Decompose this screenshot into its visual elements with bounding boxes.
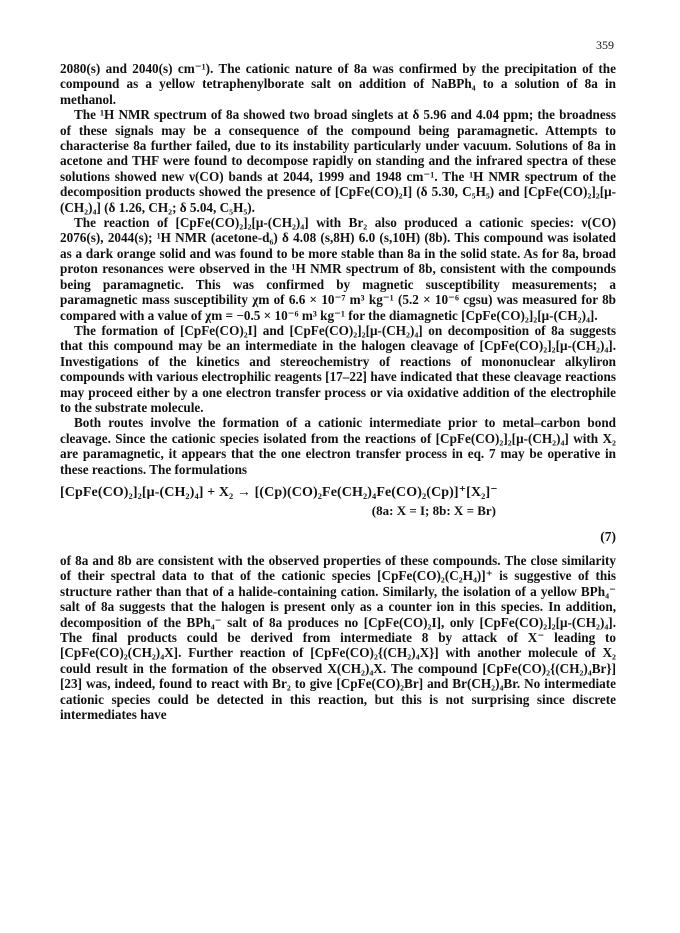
- paragraph: of 8a and 8b are consistent with the observed properties of these compounds. The close similarity of their spectral data to that of the cationic species [CpFe(CO)₂(C₂H₄)]⁺ is suggestive of this structure rather than that of a halide-containing cation. Similarly, the isolation of a yellow BPh₄⁻ salt of 8a suggests that the halogen is present only as a counter ion in this species. In addition, decomposition of the BPh₄⁻ salt of 8a produces no [CpFe(CO)₂I], only [CpFe(CO)₂]₂[μ-(CH₂)₄]. The final products could be derived from intermediate 8 by attack of X⁻ leading to [CpFe(CO)₂(CH₂)₄X]. Further reaction of [CpFe(CO)₂{(CH₂)₄X}] with another molecule of X₂ could result in the formation of the observed X(CH₂)₄X. The compound [CpFe(CO)₂{(CH₂)₄Br}] [23] was, indeed, found to react with Br₂ to give [CpFe(CO)₂Br] and Br(CH₂)₄Br. No intermediate cationic species could be detected in this reaction, but this is not surprising since discrete intermediates have: [60, 552, 616, 723]
- equation-subtitle: (8a: X = I; 8b: X = Br): [371, 502, 496, 518]
- paragraph: 2080(s) and 2040(s) cm⁻¹). The cationic nature of 8a was confirmed by the precipitation of the compound as a yellow tetraphenylborate salt on addition of NaBPh₄ to a solution of 8a in methanol.: [60, 61, 616, 107]
- paragraph: The reaction of [CpFe(CO)₂]₂[μ-(CH₂)₄] with Br₂ also produced a cationic species: ν(CO) 2076(s), 2044(s); ¹H NMR (acetone-d₆) δ 4.08 (s,8H) 6.0 (s,10H) (8b). This compound was isolated as a dark orange solid and was found to be more stable than 8a in the solid state. As for 8a, broad proton resonances were observed in the ¹H NMR spectrum of 8b, consistent with the compounds being paramagnetic. This was confirmed by magnetic susceptibility measurements; a paramagnetic mass susceptibility χm of 6.6 × 10⁻⁷ m³ kg⁻¹ (5.2 × 10⁻⁶ cgsu) was measured for 8b compared with a value of χm = −0.5 × 10⁻⁶ m³ kg⁻¹ for the diamagnetic [CpFe(CO)₂]₂[μ-(CH₂)₄].: [60, 215, 616, 323]
- equation-number: (7): [600, 528, 616, 544]
- paragraph: The formation of [CpFe(CO)₂I] and [CpFe(CO)₂]₂[μ-(CH₂)₄] on decomposition of 8a suggests that this compound may be an intermediate in the halogen cleavage of [CpFe(CO)₂]₂[μ-(CH₂)₄]. Investigations of the kinetics and stereochemistry of reactions of mononuclear alkyliron compounds with various electrophilic reagents [17–22] have indicated that these cleavage reactions may proceed either by a one electron transfer process or via oxidative addition of the electrophile to the substrate molecule.: [60, 322, 616, 415]
- paragraph: Both routes involve the formation of a cationic intermediate prior to metal–carbon bond cleavage. Since the cationic species isolated from the reactions of [CpFe(CO)₂]₂[μ-(CH₂)₄] with X₂ are paramagnetic, it appears that the one electron transfer process in eq. 7 may be operative in these reactions. The formulations: [60, 415, 616, 477]
- equation: [CpFe(CO)₂]₂[μ-(CH₂)₄] + X₂ → [(Cp)(CO)₂Fe(CH₂)₄Fe(CO)₂(Cp)]⁺[X₂]⁻: [60, 484, 498, 500]
- paragraph: The ¹H NMR spectrum of 8a showed two broad singlets at δ 5.96 and 4.04 ppm; the broadness of these signals may be a consequence of the compound being paramagnetic. Attempts to characterise 8a further failed, due to its instability particularly under vacuum. Solutions of 8a in acetone and THF were found to decompose rapidly on standing and the infrared spectra of these solutions showed new ν(CO) bands at 2044, 1999 and 1948 cm⁻¹. The ¹H NMR spectrum of the decomposition products showed the presence of [CpFe(CO)₂I] (δ 5.30, C₅H₅) and [CpFe(CO)₂]₂[μ-(CH₂)₄] (δ 1.26, CH₂; δ 5.04, C₅H₅).: [60, 107, 616, 215]
- page-number: 359: [596, 38, 614, 52]
- equation-block: [60, 484, 616, 545]
- body-text: [60, 61, 616, 722]
